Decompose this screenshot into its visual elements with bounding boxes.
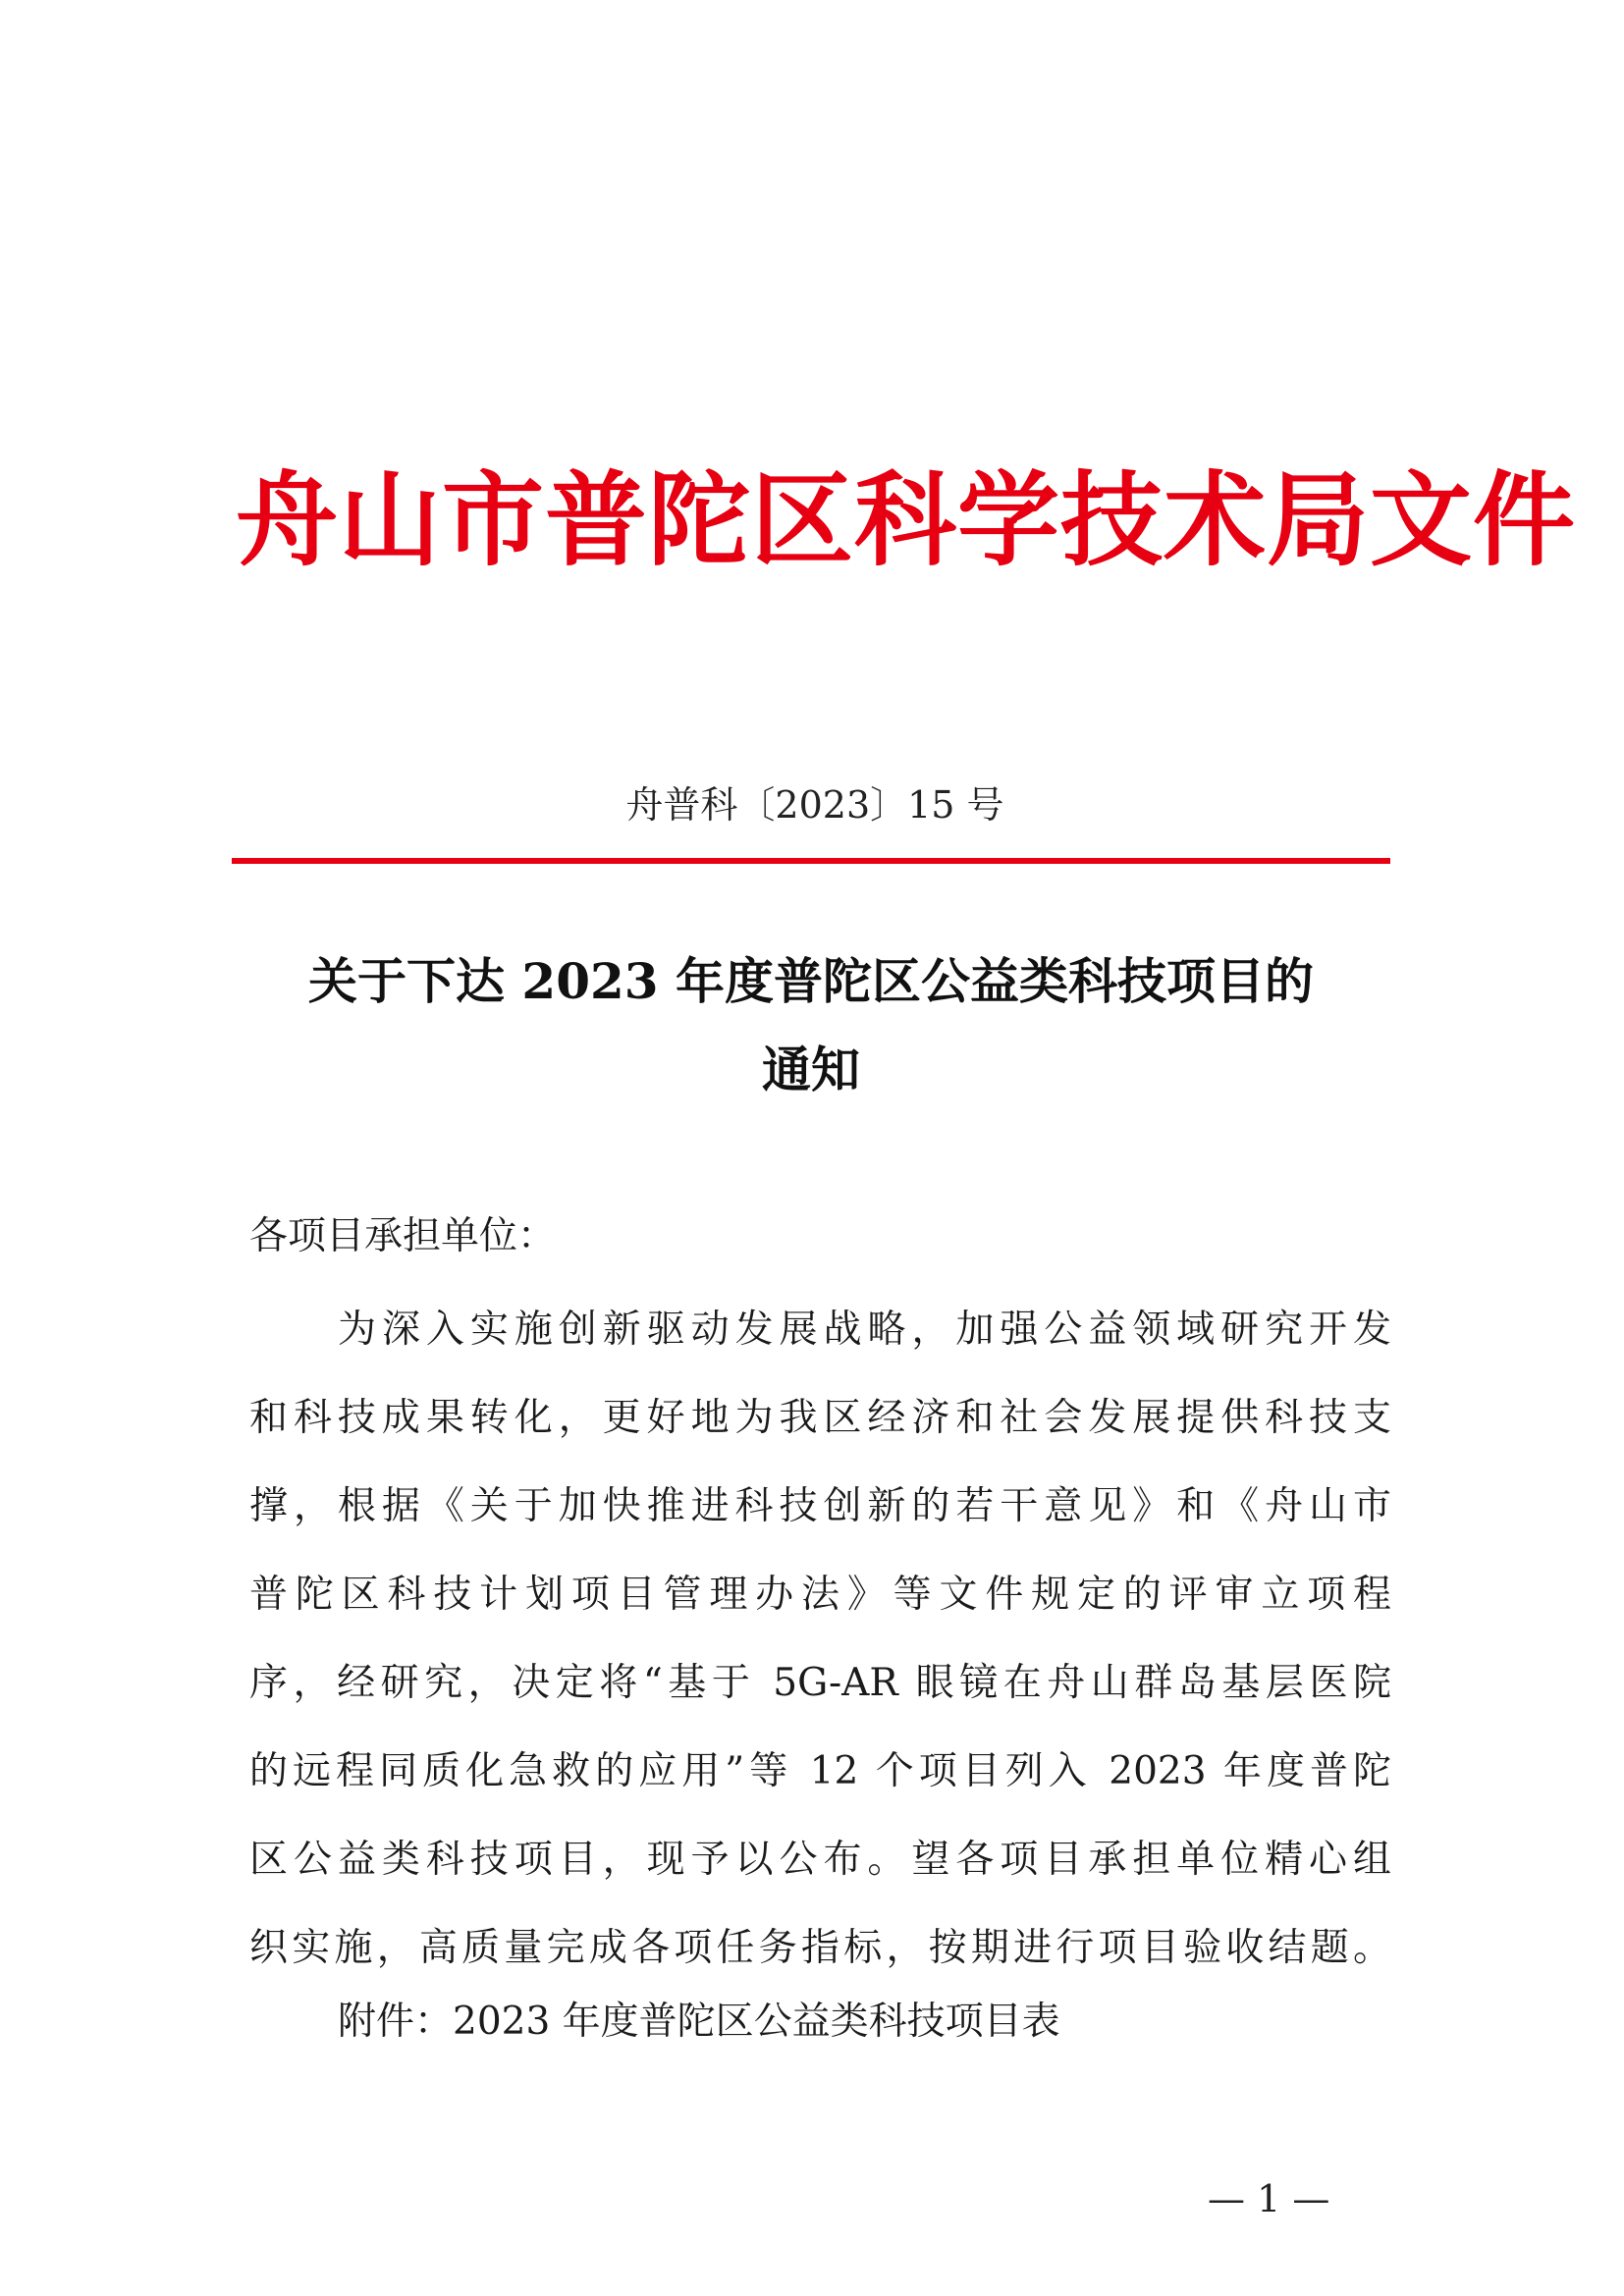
body-line-8: 织实施，高质量完成各项任务指标，按期进行项目验收结题。 <box>249 1926 1391 1970</box>
body-line-1: 为深入实施创新驱动发展战略，加强公益领域研究开发 <box>338 1308 1391 1352</box>
salutation: 各项目承担单位： <box>249 1214 557 1258</box>
body-line-4: 普陀区科技计划项目管理办法》等文件规定的评审立项程 <box>249 1573 1391 1617</box>
body-line-5: 序，经研究，决定将“基于 5G-AR 眼镜在舟山群岛基层医院 <box>249 1661 1391 1705</box>
notice-title-line-2: 通知 <box>762 1041 860 1098</box>
notice-title-line-1: 关于下达 2023 年度普陀区公益类科技项目的 <box>308 952 1314 1010</box>
document-number: 舟普科〔2023〕15 号 <box>625 783 1004 827</box>
body-line-2: 和科技成果转化，更好地为我区经济和社会发展提供科技支 <box>249 1396 1391 1440</box>
body-paragraph <box>249 1286 1391 1993</box>
body-line-6: 的远程同质化急救的应用”等 12 个项目列入 2023 年度普陀 <box>249 1749 1391 1793</box>
attachment-note: 附件：2023 年度普陀区公益类科技项目表 <box>338 2000 1060 2044</box>
notice-title <box>232 937 1390 1114</box>
body-line-7: 区公益类科技项目，现予以公布。望各项目承担单位精心组 <box>249 1838 1391 1882</box>
page-number: — 1 — <box>1208 2177 1330 2220</box>
masthead-title: 舟山市普陀区科学技术局文件 <box>236 459 1577 580</box>
body-line-3: 撑，根据《关于加快推进科技创新的若干意见》和《舟山市 <box>249 1484 1391 1528</box>
red-divider-line <box>232 858 1390 864</box>
